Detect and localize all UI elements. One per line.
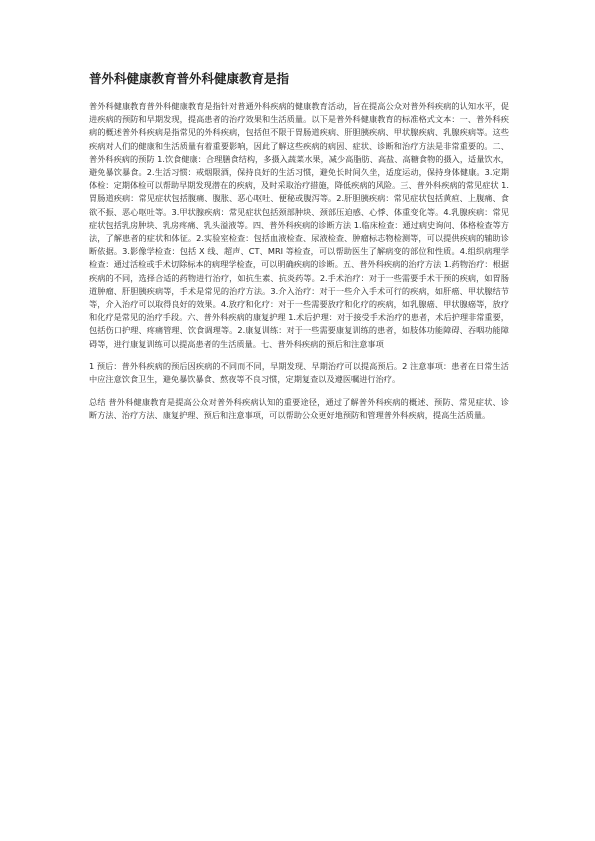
document-page: [89, 70, 509, 433]
body-paragraph-prognosis: 1 预后：普外科疾病的预后因疾病的不同而不同，早期发现、早期治疗可以提高预后。2 注意事项：患者在日常生活中应注意饮食卫生，避免暴饮暴食、熬夜等不良习惯，定期复查以及遵医嘱进行治疗。: [89, 360, 509, 385]
body-paragraph-summary: 总结 普外科健康教育是提高公众对普外科疾病认知的重要途径，通过了解普外科疾病的概述、预防、常见症状、诊断方法、治疗方法、康复护理、预后和注意事项，可以帮助公众更好地预防和管理普外科疾病，提高生活质量。: [89, 397, 509, 421]
document-title: 普外科健康教育普外科健康教育是指: [89, 71, 290, 86]
body-paragraph-main: 普外科健康教育普外科健康教育是指针对普通外科疾病的健康教育活动，旨在提高公众对普外科疾病的认知水平，促进疾病的预防和早期发现，提高患者的治疗效果和生活质量。以下是普外科健康教育的标准格式文本：一、普外科疾病的概述普外科疾病是指常见的外科疾病，包括但不限于胃肠道疾病、肝胆胰疾病、甲状腺疾病、乳腺疾病等。这些疾病对人们的健康和生活质量有着重要影响，因此了解这些疾病的病因、症状、诊断和治疗方法是非常重要的。二、普外科疾病的预防 1.饮食健康：合理膳食结构，多摄入蔬菜水果，减少高脂肪、高盐、高糖食物的摄入，适量饮水，避免暴饮暴食。2.生活习惯：戒烟限酒，保持良好的生活习惯，避免长时间久坐，适度运动，保持身体健康。3.定期体检：定期体检可以帮助早期发现潜在的疾病，及时采取治疗措施，降低疾病的风险。三、普外科疾病的常见症状 1.胃肠道疾病：常见症状包括腹痛、腹胀、恶心呕吐、便秘或腹泻等。2.肝胆胰疾病：常见症状包括黄疸、上腹痛、食欲不振、恶心呕吐等。3.甲状腺疾病：常见症状包括颈部肿块、颈部压迫感、心悸、体重变化等。4.乳腺疾病：常见症状包括乳房肿块、乳房疼痛、乳头溢液等。四、普外科疾病的诊断方法 1.临床检查：通过病史询问、体格检查等方法，了解患者的症状和体征。2.实验室检查：包括血液检查、尿液检查、肿瘤标志物检测等，可以提供疾病的辅助诊断依据。3.影像学检查：包括 X 线、超声、CT、MRI 等检查，可以帮助医生了解病变的部位和性质。4.组织病理学检查：通过活检或手术切除标本的病理学检查，可以明确疾病的诊断。五、普外科疾病的治疗方法 1.药物治疗：根据疾病的不同，选择合适的药物进行治疗，如抗生素、抗炎药等。2.手术治疗：对于一些需要手术干预的疾病，如胃肠道肿瘤、肝胆胰疾病等，手术是常见的治疗方法。3.介入治疗：对于一些介入手术可行的疾病，如肝癌、甲状腺结节等，介入治疗可以取得良好的效果。4.放疗和化疗：对于一些需要放疗和化疗的疾病，如乳腺癌、甲状腺癌等，放疗和化疗是常见的治疗手段。六、普外科疾病的康复护理 1.术后护理：对于接受手术治疗的患者，术后护理非常重要，包括伤口护理、疼痛管理、饮食调理等。2.康复训练：对于一些需要康复训练的患者，如肢体功能障碍、吞咽功能障碍等，进行康复训练可以提高患者的生活质量。七、普外科疾病的预后和注意事项: [89, 101, 509, 349]
